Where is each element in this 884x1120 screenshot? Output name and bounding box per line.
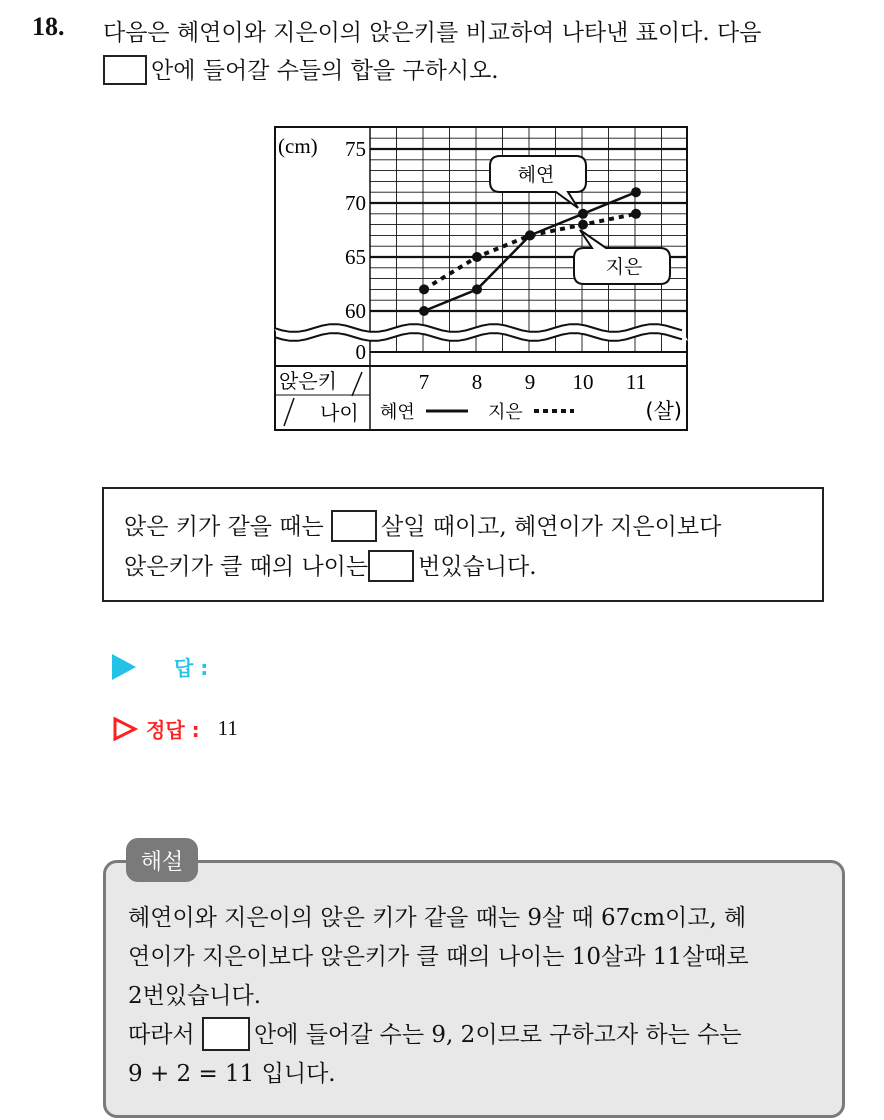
row-header-top: 앉은키: [279, 369, 337, 393]
correct-answer-label: 정답 :: [146, 718, 200, 742]
x-tick-label: 11: [625, 370, 647, 394]
x-tick-label: 8: [471, 370, 483, 394]
question-text: [103, 14, 873, 90]
height-comparison-chart: [274, 126, 688, 431]
x-tick-label: 10: [572, 370, 594, 394]
legend-label-dotted: 지은: [488, 402, 523, 423]
answer-arrow-icon: [112, 654, 136, 680]
y-tick-label-zero: 0: [355, 340, 366, 364]
data-point-series-1: [578, 209, 588, 219]
question-line-2: [103, 52, 873, 90]
y-tick-label: 65: [345, 245, 366, 269]
y-tick-label: 75: [345, 137, 366, 161]
sentence-line-2: [124, 547, 802, 587]
question-line-1: 다음은 혜연이와 지은이의 앉은키를 비교하여 나타낸 표이다. 다음: [103, 20, 762, 46]
explanation-line-5: 9 + 2 = 11 입니다.: [128, 1061, 336, 1087]
answer-row: [112, 652, 208, 681]
data-point-series-1: [472, 284, 482, 294]
x-axis-unit: (살): [645, 399, 682, 423]
explanation-line-4b: 안에 들어갈 수는 9, 2이므로 구하고자 하는 수는: [253, 1022, 742, 1048]
y-tick-label: 60: [345, 299, 366, 323]
explanation-line-2: 연이가 지은이보다 앉은키가 클 때의 나이는 10살과 11살때로: [128, 944, 749, 970]
outline-arrow-icon: [112, 716, 138, 742]
explanation-line-3: 2번있습니다.: [128, 983, 262, 1009]
explanation-box: [103, 860, 845, 1118]
explanation-line-4: [128, 1016, 820, 1055]
blank-box-icon: [202, 1017, 250, 1051]
sentence-part-2: 살일 때이고, 혜연이가 지은이보다: [381, 514, 722, 540]
data-point-series-2: [472, 252, 482, 262]
fill-in-sentence-box: [102, 487, 824, 602]
callout-label-2: 지은: [605, 256, 643, 278]
legend-label-solid: 혜연: [380, 402, 415, 423]
blank-box: [103, 55, 147, 85]
y-axis-unit: (cm): [278, 134, 318, 158]
y-tick-label: 70: [345, 191, 366, 215]
data-point-series-2: [419, 284, 429, 294]
correct-answer-row: [112, 714, 238, 743]
callout-label-1: 혜연: [517, 164, 555, 186]
sentence-part-3: 앉은키가 클 때의 나이는: [124, 554, 369, 580]
sentence-part-4: 번있습니다.: [418, 554, 537, 580]
question-number: 18.: [32, 12, 65, 41]
row-header-bottom: 나이: [320, 401, 359, 425]
data-point-series-1: [631, 187, 641, 197]
blank-box-1[interactable]: [331, 510, 377, 542]
data-point-series-2: [578, 220, 588, 230]
explanation-tag: 해설: [126, 838, 198, 882]
data-point-series-1: [419, 306, 429, 316]
chart-svg: [274, 126, 688, 431]
explanation-line-4a: 따라서: [128, 1022, 195, 1048]
correct-answer-value: 11: [217, 716, 238, 740]
sentence-part-1: 앉은 키가 같을 때는: [124, 514, 324, 540]
blank-box-2[interactable]: [368, 550, 414, 582]
sentence-line-1: [124, 507, 802, 547]
x-tick-label: 7: [418, 370, 430, 394]
answer-label: 답 :: [174, 656, 209, 680]
explanation-line-1: 혜연이와 지은이의 앉은 키가 같을 때는 9살 때 67cm이고, 혜: [128, 905, 747, 931]
data-point-series-2: [631, 209, 641, 219]
question-line-2-text: 안에 들어갈 수들의 합을 구하시오.: [151, 58, 499, 84]
x-tick-label: 9: [524, 370, 536, 394]
data-point-series-2: [525, 230, 535, 240]
